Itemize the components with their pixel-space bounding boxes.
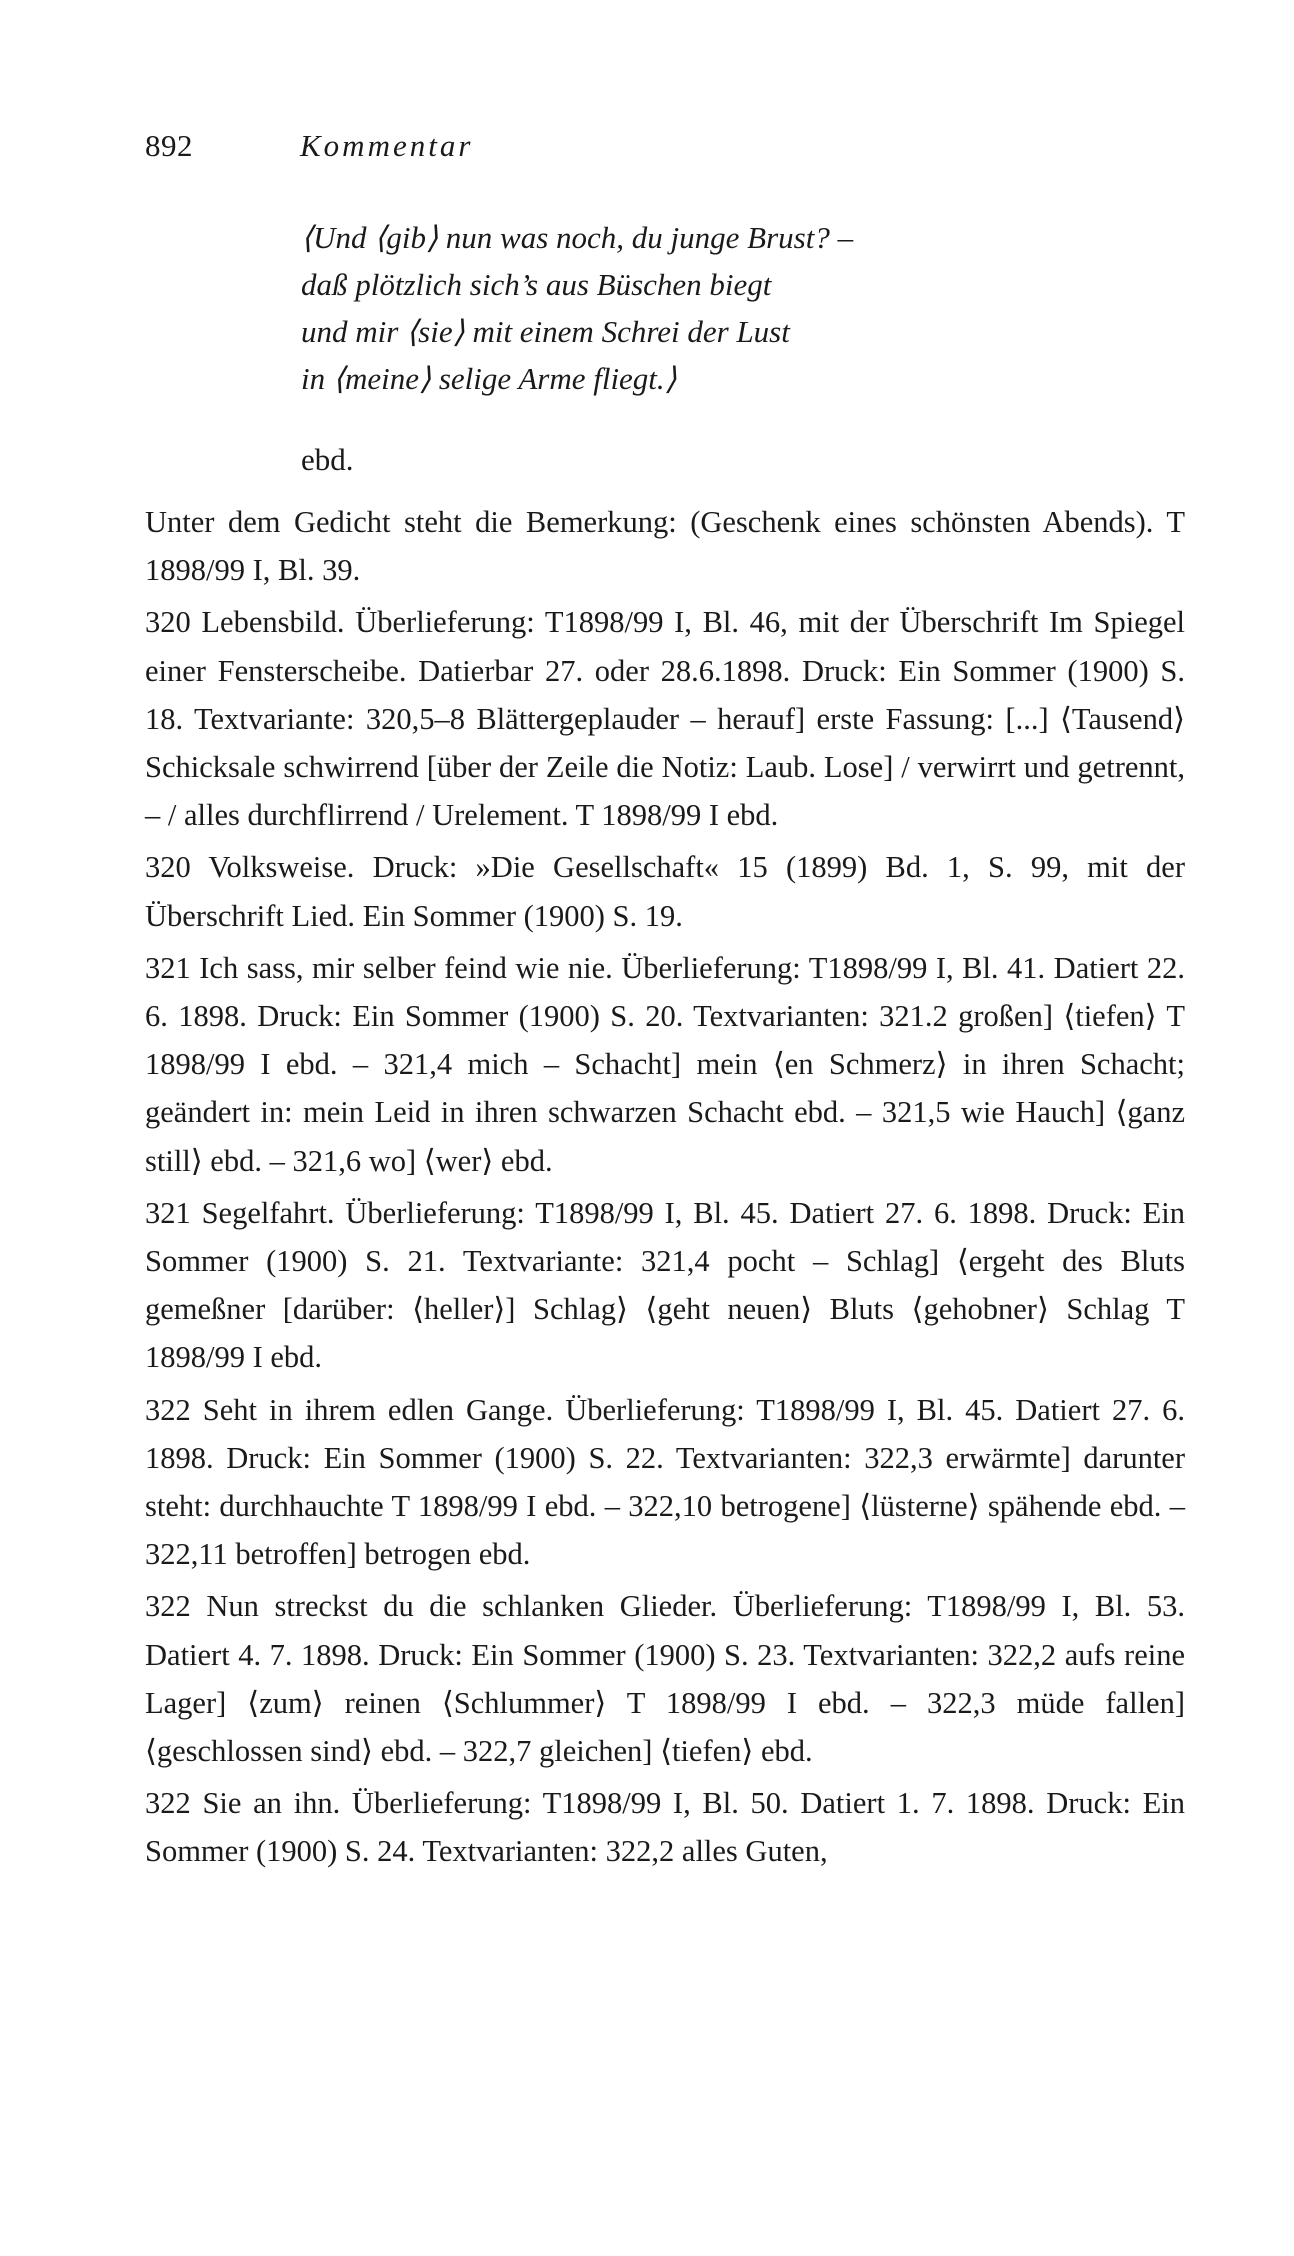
entry-text: 322 Sie an ihn. Überlieferung: T1898/99 I, Bl. 50. Datiert 1. 7. 1898. Druck: Ein Sommer (1900) S. 24. Textvarianten: 322,2 alles Guten, [145,1786,1185,1869]
poem-quote [301,214,1201,483]
entry-text: 321 Ich sass, mir selber feind wie nie. Überlieferung: T1898/99 I, Bl. 41. Datiert 22. 6. 1898. Druck: Ein Sommer (1900) S. 20. Textvarianten: 321.2 großen] ⟨tiefen⟩ T 1898/99 I ebd. – 321,4 mich – Schacht] mein ⟨en Schmerz⟩ in ihren Schacht; geändert in: mein Leid in ihren schwarzen Schacht ebd. – 321,5 wie Hauch] ⟨ganz still⟩ ebd. – 321,6 wo] ⟨wer⟩ ebd. [145,950,1185,1178]
running-title: Kommentar [300,128,474,163]
entry-text: 322 Seht in ihrem edlen Gange. Überlieferung: T1898/99 I, Bl. 45. Datiert 27. 6. 1898. Druck: Ein Sommer (1900) S. 22. Textvarianten: 322,3 erwärmte] darunter steht: durchhauchte T 1898/99 I ebd. – 322,10 betrogene] ⟨lüsterne⟩ spähende ebd. – 322,11 betroffen] betrogen ebd. [145,1392,1185,1572]
commentary-body [145,498,1185,1880]
poem-line: ⟨Und ⟨gib⟩ nun was noch, du junge Brust? – [301,220,854,255]
commentary-entry-segelfahrt [145,1189,1185,1382]
commentary-entry-nun-streckst [145,1582,1185,1775]
entry-text: 322 Nun streckst du die schlanken Glieder. Überlieferung: T1898/99 I, Bl. 53. Datiert 4. 7. 1898. Druck: Ein Sommer (1900) S. 23. Textvarianten: 322,2 aufs reine Lager] ⟨zum⟩ reinen ⟨Schlummer⟩ T 1898/99 I ebd. – 322,3 müde fallen] ⟨geschlossen sind⟩ ebd. – 322,7 gleichen] ⟨tiefen⟩ ebd. [145,1589,1185,1769]
page-number: 892 [145,128,193,163]
poem-line: und mir ⟨sie⟩ mit einem Schrei der Lust [301,314,790,349]
page-header [145,128,473,164]
poem-line: daß plötzlich sich’s aus Büschen biegt [301,267,772,302]
entry-text: 320 Volksweise. Druck: »Die Gesellschaft« 15 (1899) Bd. 1, S. 99, mit der Überschrift Lied. Ein Sommer (1900) S. 19. [145,850,1185,933]
commentary-note [145,498,1185,594]
commentary-entry-ich-sass [145,944,1185,1185]
entry-text: Unter dem Gedicht steht die Bemerkung: (Geschenk eines schönsten Abends). T 1898/99 I, Bl. 39. [145,505,1185,588]
commentary-entry-volksweise [145,843,1185,939]
entry-text: 321 Segelfahrt. Überlieferung: T1898/99 I, Bl. 45. Datiert 27. 6. 1898. Druck: Ein Sommer (1900) S. 21. Textvariante: 321,4 pocht – Schlag] ⟨ergeht des Bluts gemeßner [darüber: ⟨heller⟩] Schlag⟩ ⟨geht neuen⟩ Bluts ⟨gehobner⟩ Schlag T 1898/99 I ebd. [145,1195,1185,1375]
entry-text: 320 Lebensbild. Überlieferung: T1898/99 I, Bl. 46, mit der Überschrift Im Spiegel einer Fensterscheibe. Datierbar 27. oder 28.6.1898. Druck: Ein Sommer (1900) S. 18. Textvariante: 320,5–8 Blättergeplauder – herauf] erste Fassung: [...] ⟨Tausend⟩ Schicksale schwirrend [über der Zeile die Notiz: Laub. Lose] / verwirrt und getrennt, – / alles durchflirrend / Urelement. T 1898/99 I ebd. [145,605,1185,833]
poem-line: in ⟨meine⟩ selige Arme fliegt.⟩ [301,361,677,396]
commentary-entry-sie-an-ihn [145,1779,1185,1875]
commentary-entry-seht-in-ihrem [145,1386,1185,1579]
poem-reference: ebd. [301,442,354,477]
commentary-entry-lebensbild [145,598,1185,839]
